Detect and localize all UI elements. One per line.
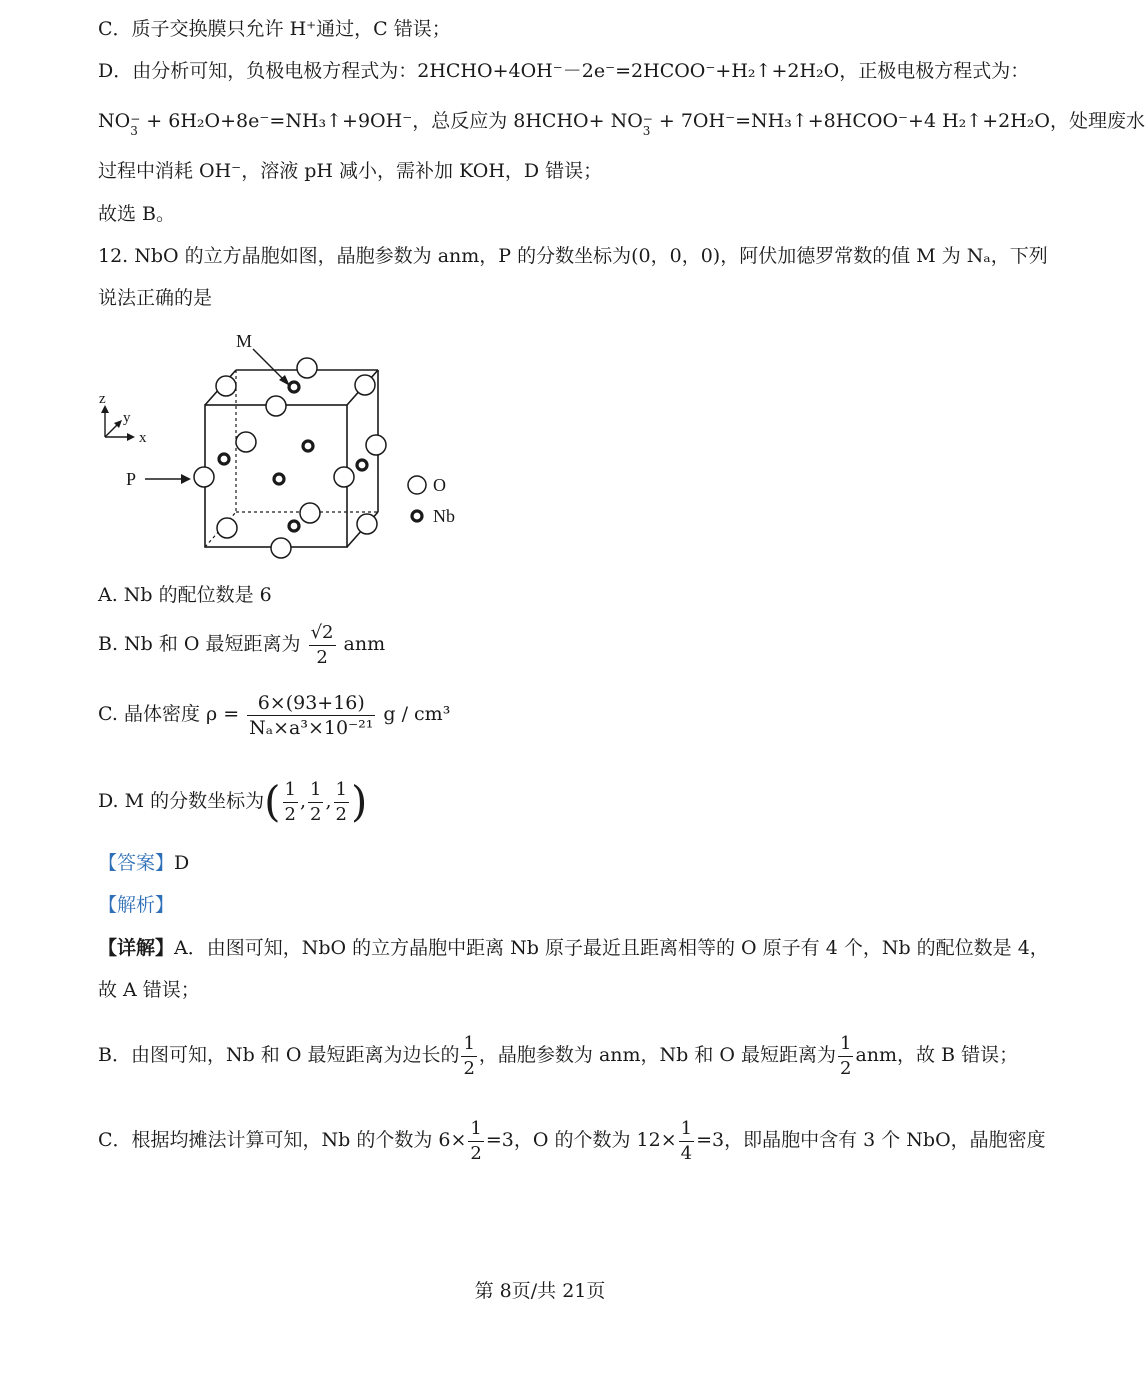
detail-label: 【详解】 [98, 937, 175, 959]
detail-a-line1: 【详解】A．由图可知，NbO 的立方晶胞中距离 Nb 原子最近且距离相等的 O 原子有 4 个，Nb 的配位数是 4， [98, 937, 1049, 959]
option-d: D. M 的分数坐标为( $\frac{1}{2}$ , $\frac{1}{2}$ , $\frac{1}{2}$ ) [98, 777, 368, 826]
o-atom [271, 538, 291, 558]
nb-atom [274, 474, 284, 484]
o-atom [216, 376, 236, 396]
o-atom [297, 358, 317, 378]
axis-y: y [123, 410, 131, 426]
o-atom [366, 435, 386, 455]
detail-c: C．根据均摊法计算可知，Nb 的个数为 6× $\frac{1}{2}$ =3，O 的个数为 12× $\frac{1}{4}$ =3，即晶胞中含有 3 个 NbO，晶胞密度 [98, 1117, 1046, 1164]
answer-line [98, 850, 189, 876]
o-atom [334, 467, 354, 487]
detail-a-line2: 故 A 错误； [98, 979, 200, 1001]
nitrate-1: NO [98, 110, 131, 132]
prev-option-d-line3: 过程中消耗 OH⁻，溶液 pH 减小，需补加 KOH，D 错误； [98, 160, 603, 182]
fraction-sqrt2-over-2: $\frac{√2}{2}$ [310, 621, 334, 668]
o-atom [236, 432, 256, 452]
detail-b: B．由图可知，Nb 和 O 最短距离为边长的 $\frac{1}{2}$ ，晶胞参数为 anm，Nb 和 O 最短距离为 $\frac{1}{2}$ anm，故 B 错误； [98, 1032, 1019, 1079]
legend-o-swatch [408, 476, 426, 494]
prev-option-d-line2: NO− 3 + 6H₂O+8e⁻=NH₃↑+9OH⁻，总反应为 8HCHO+ NO− 3 + 7OH⁻=NH₃↑+8HCOO⁻+4 H₂↑+2H₂O，处理废水 [98, 110, 1145, 138]
prev-conclusion: 故选 B。 [98, 203, 176, 225]
o-atom [355, 375, 375, 395]
option-b: B. Nb 和 O 最短距离为 $\frac{√2}{2}$ anm [98, 621, 386, 668]
nb-atom [303, 441, 313, 451]
option-c: C. 晶体密度 ρ = $\frac{6\times(93+16)}{\text{Nₐ×a³×10⁻²¹}}$ g / cm³ [98, 691, 451, 739]
option-a: A. Nb 的配位数是 6 [98, 584, 272, 606]
question-12-line1: 12. NbO 的立方晶胞如图，晶胞参数为 anm，P 的分数坐标为(0，0，0)，阿伏加德罗常数的值 M 为 Nₐ，下列 [98, 245, 1048, 267]
prev-option-c: C．质子交换膜只允许 H⁺通过，C 错误； [98, 18, 451, 40]
density-fraction: $\frac{6\times(93+16)}{\text{Nₐ×a³×10⁻²¹}}$ [249, 691, 374, 739]
o-atom [217, 518, 237, 538]
o-atom [194, 467, 214, 487]
nb-atom [289, 521, 299, 531]
question-12-line2: 说法正确的是 [98, 287, 213, 309]
page-footer: 第 8页/共 21页 [474, 1280, 606, 1302]
answer-label: 【答案】 [98, 852, 175, 874]
label-m: M [236, 331, 253, 351]
nb-atom [219, 454, 229, 464]
nbo-unit-cell-figure [95, 325, 475, 565]
legend-nb-swatch [412, 511, 422, 521]
equation-part-1: + 6H₂O+8e⁻=NH₃↑+9OH⁻，总反应为 8HCHO+ NO [140, 110, 643, 132]
legend-o-label: O [433, 475, 446, 495]
answer-value: D [174, 852, 190, 874]
prev-option-d-line1: D．由分析可知，负极电极方程式为：2HCHO+4OH⁻－2e⁻=2HCOO⁻+H₂↑+2H₂O，正极电极方程式为： [98, 60, 1030, 82]
o-atom [300, 503, 320, 523]
axis-z: z [99, 391, 106, 407]
nb-atom [289, 382, 299, 392]
axis-x: x [139, 430, 147, 446]
analysis-label: 【解析】 [98, 894, 175, 916]
equation-part-2: + 7OH⁻=NH₃↑+8HCOO⁻+4 H₂↑+2H₂O，处理废水 [652, 110, 1145, 132]
o-atom [266, 396, 286, 416]
nb-atom [357, 460, 367, 470]
label-p: P [126, 469, 137, 489]
legend-nb-label: Nb [433, 506, 455, 526]
o-atom [357, 514, 377, 534]
